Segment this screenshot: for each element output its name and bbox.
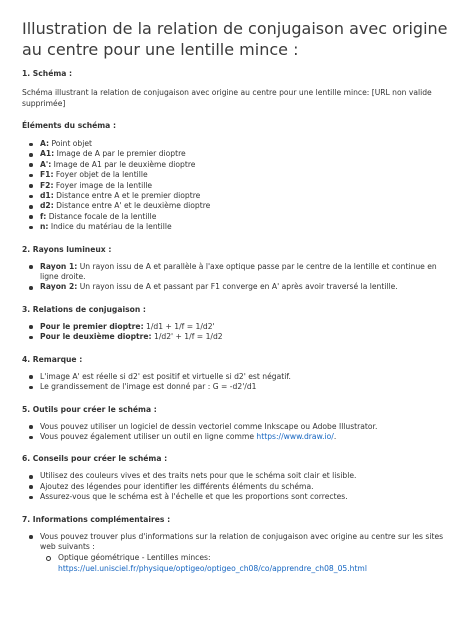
list-item: A': Image de A1 par le deuxième dioptre: [22, 160, 452, 170]
unisciel-link[interactable]: https://uel.unisciel.fr/physique/optigeo/optigeo_ch08/co/apprendre_ch08_05.html: [58, 563, 367, 573]
list-item: F1: Foyer objet de la lentille: [22, 170, 452, 180]
sub-list: [40, 553, 452, 574]
sub-list-item: Optique géométrique - Lentilles minces: https://uel.unisciel.fr/physique/optigeo/optigeo_ch08/co/apprendre_ch08_05.html: [40, 553, 452, 574]
section-heading-elements: Éléments du schéma :: [22, 121, 116, 130]
list-item: Le grandissement de l'image est donné par : G = -d2'/d1: [22, 382, 452, 392]
list-item: Vous pouvez également utiliser un outil en ligne comme https://www.draw.io/.: [22, 432, 452, 442]
list-item: F2: Foyer image de la lentille: [22, 181, 452, 191]
drawio-link[interactable]: https://www.draw.io/: [256, 431, 334, 441]
section-heading-tools: 5. Outils pour créer le schéma :: [22, 404, 157, 414]
rays-list: [22, 262, 452, 293]
more-info-list: [22, 532, 452, 575]
list-item: Rayon 2: Un rayon issu de A et passant par F1 converge en A' après avoir traversé la lentille.: [22, 282, 452, 292]
list-item: d1: Distance entre A et le premier dioptre: [22, 191, 452, 201]
list-item: Ajoutez des légendes pour identifier les différents éléments du schéma.: [22, 482, 452, 492]
section-heading-conjugation: 3. Relations de conjugaison :: [22, 304, 146, 314]
tools-list: [22, 422, 452, 443]
list-item: Rayon 1: Un rayon issu de A et parallèle à l'axe optique passe par le centre de la lentille et continue en ligne droite.: [22, 262, 452, 283]
list-item: A: Point objet: [22, 139, 452, 149]
list-item: n: Indice du matériau de la lentille: [22, 222, 452, 232]
list-item: Pour le premier dioptre: 1/d1 + 1/f = 1/d2': [22, 322, 452, 332]
list-item: d2: Distance entre A' et le deuxième dioptre: [22, 201, 452, 211]
list-item: Utilisez des couleurs vives et des traits nets pour que le schéma soit clair et lisible.: [22, 471, 452, 481]
list-item: f: Distance focale de la lentille: [22, 212, 452, 222]
list-item: Vous pouvez trouver plus d'informations sur la relation de conjugaison avec origine au centre sur les sites web suivants : Optique géométrique - Lentilles minces: https://uel.unisciel.fr/physique/optigeo/optigeo_ch08/co/apprendre_ch08_05.html: [22, 532, 452, 575]
page-title: Illustration de la relation de conjugaison avec origine au centre pour une lentille mince :: [22, 19, 448, 59]
conjugation-list: [22, 322, 452, 343]
list-item: Pour le deuxième dioptre: 1/d2' + 1/f = 1/d2: [22, 332, 452, 342]
elements-list: [22, 139, 452, 233]
list-item: L'image A' est réelle si d2' est positif et virtuelle si d2' est négatif.: [22, 372, 452, 382]
section-heading-more-info: 7. Informations complémentaires :: [22, 514, 171, 524]
list-item: Assurez-vous que le schéma est à l'échelle et que les proportions sont correctes.: [22, 492, 452, 502]
remark-list: [22, 372, 452, 393]
section-heading-tips: 6. Conseils pour créer le schéma :: [22, 454, 168, 464]
section-heading-remark: 4. Remarque :: [22, 354, 83, 364]
tips-list: [22, 471, 452, 502]
section-heading-schema: 1. Schéma :: [22, 69, 73, 78]
section-heading-rays: 2. Rayons lumineux :: [22, 244, 112, 254]
schema-text: Schéma illustrant la relation de conjugaison avec origine au centre pour une lentille mince: [URL non valide supprimée]: [22, 88, 432, 108]
list-item: Vous pouvez utiliser un logiciel de dessin vectoriel comme Inkscape ou Adobe Illustrator.: [22, 422, 452, 432]
list-item: A1: Image de A par le premier dioptre: [22, 149, 452, 159]
